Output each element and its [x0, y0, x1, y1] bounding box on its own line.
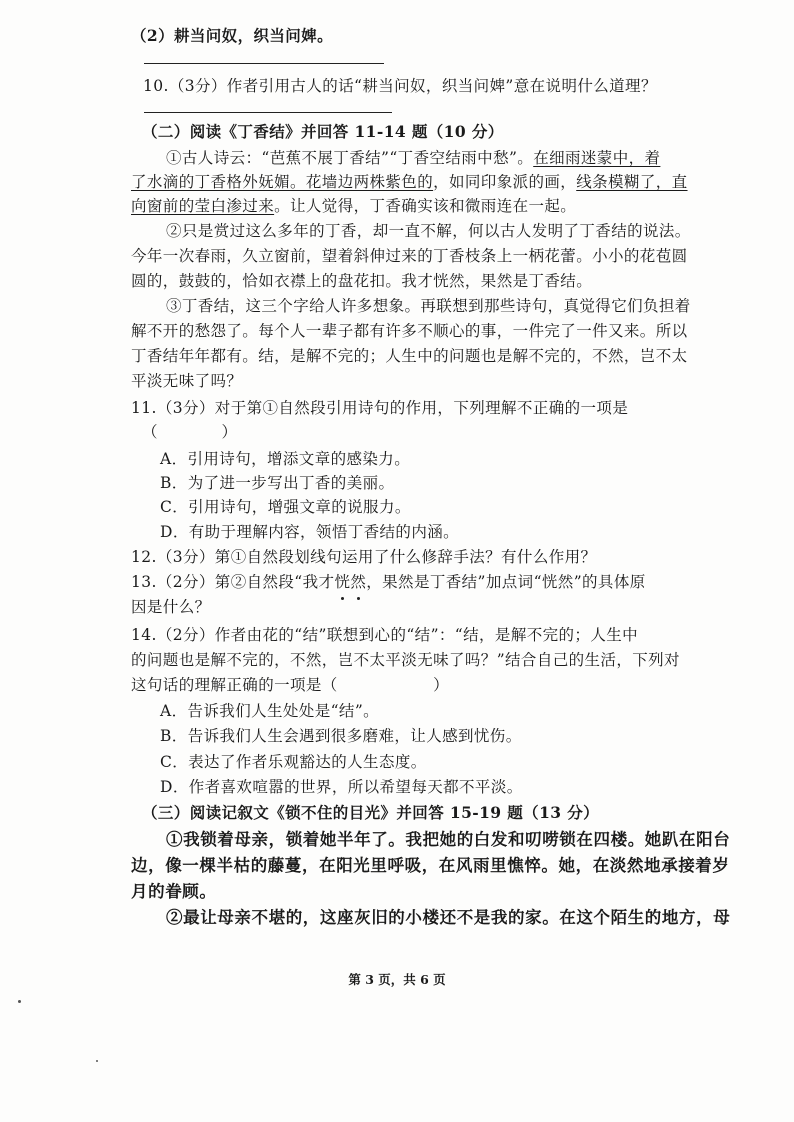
section-3-heading: （三）阅读记叙文《锁不住的目光》并回答 15-19 题（13 分）: [142, 803, 600, 822]
passage-paragraph-3-line-1: ③丁香结，这三个字给人许多想象。再联想到那些诗句，真觉得它们负担着: [166, 297, 691, 315]
emphasis-dotted-char: 然: [350, 570, 366, 594]
question-14-line-1: 14.（2分）作者由花的“结”联想到心的“结”：“结，是解不完的；人生中: [131, 626, 639, 644]
underlined-sentence: 在细雨迷蒙中，着: [533, 149, 661, 167]
question-11-option-b: B．为了进一步写出丁香的美丽。: [160, 474, 395, 492]
passage-paragraph-3-line-4: 平淡无味了吗？: [131, 372, 243, 390]
passage-2-paragraph-1-line-2: 边，像一棵半枯的藤蔓，在阳光里呼吸，在风雨里憔悴。她，在淡然地承接着岁: [131, 856, 730, 875]
question-12: 12.（3分）第①自然段划线句运用了什么修辞手法？有什么作用？: [131, 548, 597, 566]
passage-paragraph-2-line-1: ②只是赏过这么多年的丁香，却一直不解，何以古人发明了丁香结的说法。: [166, 222, 691, 240]
question-11-answer-paren: （ ）: [142, 423, 238, 441]
question-14-option-d: D．作者喜欢喧嚣的世界，所以希望每天都不平淡。: [160, 778, 523, 796]
q9-item-2: （2）耕当问奴，织当问婢。: [131, 26, 333, 45]
answer-line: [144, 112, 392, 113]
passage-paragraph-1-line-2: [131, 170, 691, 194]
question-14-line-3: 这句话的理解正确的一项是（ ）: [131, 676, 450, 694]
section-2-heading: （二）阅读《丁香结》并回答 11-14 题（10 分）: [142, 122, 504, 141]
page-number-footer: 第 3 页，共 6 页: [348, 972, 446, 987]
underlined-sentence: 了水滴的丁香格外妩媚。花墙边两株紫色的: [131, 173, 434, 191]
passage-paragraph-2-line-3: 圆的，鼓鼓的，恰如衣襟上的盘花扣。我才恍然，果然是丁香结。: [131, 272, 593, 290]
question-11-option-c: C．引用诗句，增强文章的说服力。: [160, 498, 411, 516]
passage-2-paragraph-1-line-1: ①我锁着母亲，锁着她半年了。我把她的白发和叨唠锁在四楼。她趴在阳台: [166, 830, 731, 849]
underlined-sentence: 线条模糊了，直: [576, 173, 688, 191]
text: 13.（2分）第②自然段“我才: [131, 573, 335, 591]
answer-line: [144, 63, 384, 64]
question-14-line-2: 的问题也是解不完的，不然，岂不太平淡无味了吗？”结合自己的生活，下列对: [131, 651, 680, 669]
passage-paragraph-2-line-2: 今年一次春雨，久立窗前，望着斜伸过来的丁香枝条上一柄花蕾。小小的花苞圆: [131, 247, 688, 265]
question-13-line-1: [131, 570, 691, 594]
passage-paragraph-3-line-3: 丁香结年年都有。结，是解不完的；人生中的问题也是解不完的，不然，岂不太: [131, 347, 688, 365]
question-14-option-b: B．告诉我们人生会遇到很多磨难，让人感到忧伤。: [160, 727, 522, 745]
question-11-option-a: A．引用诗句，增添文章的感染力。: [160, 450, 411, 468]
question-14-option-a: A．告诉我们人生处处是“结”。: [160, 702, 380, 720]
passage-paragraph-1-line-3: [131, 194, 691, 218]
text: ，果然是丁香结”加点词“恍然”的具体原: [366, 573, 646, 591]
passage-2-paragraph-1-line-3: 月的眷顾。: [131, 882, 217, 901]
question-11-option-d: D．有助于理解内容，领悟丁香结的内涵。: [160, 523, 460, 541]
question-10: 10.（3分）作者引用古人的话“耕当问奴，织当问婢”意在说明什么道理？: [143, 77, 657, 95]
passage-paragraph-3-line-2: 解不开的愁怨了。每个人一辈子都有许多不顺心的事，一件完了一件又来。所以: [131, 322, 688, 340]
question-14-option-c: C．表达了作者乐观豁达的人生态度。: [160, 753, 427, 771]
passage-2-paragraph-2-line-1: ②最让母亲不堪的，这座灰旧的小楼还不是我的家。在这个陌生的地方，母: [166, 908, 731, 927]
question-13-line-2: 因是什么？: [131, 598, 211, 616]
text: ①古人诗云：“芭蕉不展丁香结”“丁香空结雨中愁”。: [166, 149, 534, 167]
passage-paragraph-1-line-1: [166, 146, 726, 170]
text: 。让人觉得，丁香确实该和微雨连在一起。: [274, 197, 577, 215]
scan-speck: [96, 1060, 98, 1062]
text: ，如同印象派的画，: [433, 173, 577, 191]
scan-speck: [18, 1000, 21, 1003]
underlined-sentence: 向窗前的莹白渗过来: [131, 197, 275, 215]
emphasis-dotted-char: 恍: [334, 570, 350, 594]
question-11-stem: 11.（3分）对于第①自然段引用诗句的作用，下列理解不正确的一项是: [131, 399, 629, 417]
